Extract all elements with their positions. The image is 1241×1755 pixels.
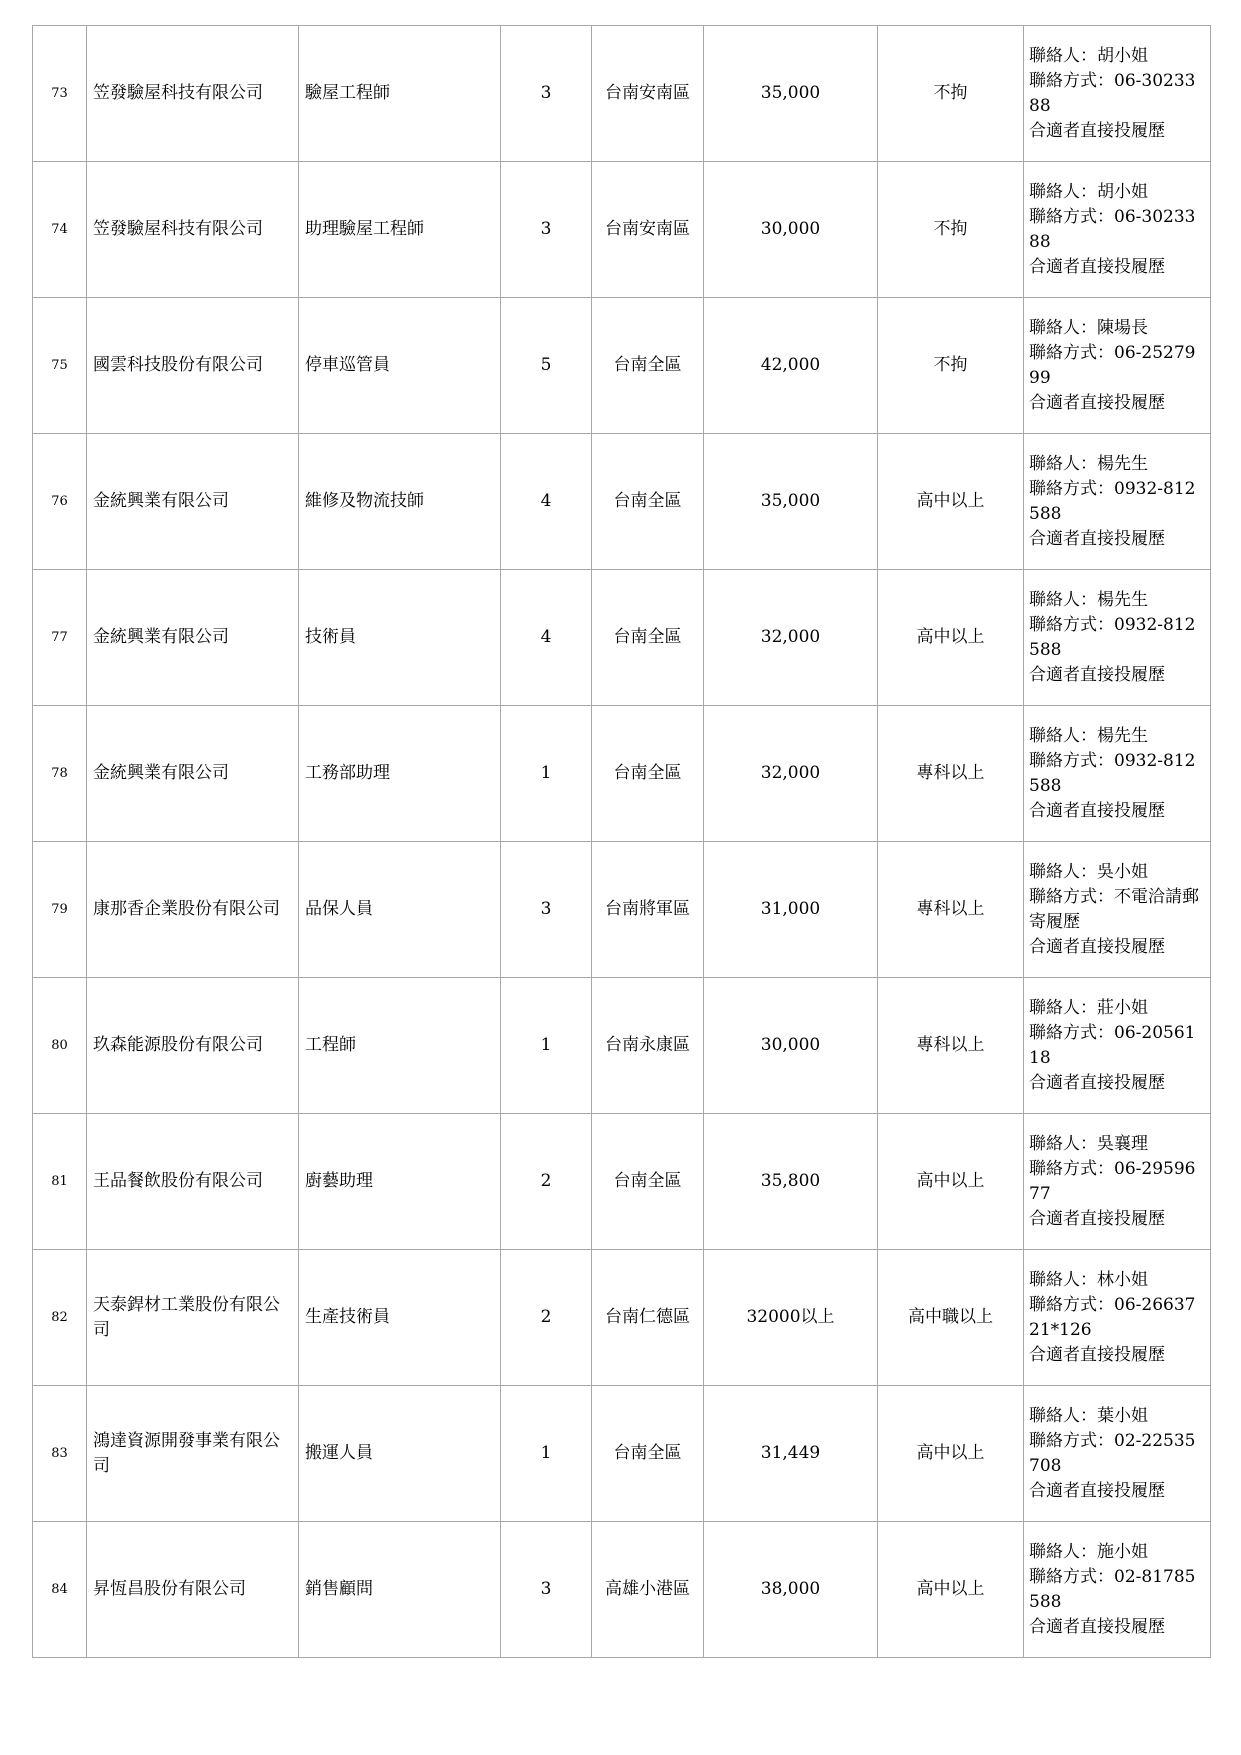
company-name: 康那香企業股份有限公司 — [87, 842, 299, 978]
contact-person: 聯絡人：胡小姐 — [1029, 181, 1148, 202]
table-row — [33, 26, 1211, 162]
salary: 35,000 — [704, 434, 878, 570]
education-requirement: 高中以上 — [878, 570, 1024, 706]
table-row — [33, 1250, 1211, 1386]
contact-method: 聯絡方式：06-2959677 — [1029, 1158, 1196, 1204]
contact-person: 聯絡人：吳襄理 — [1029, 1133, 1148, 1154]
education-requirement: 不拘 — [878, 26, 1024, 162]
contact-info — [1024, 842, 1211, 978]
row-number: 80 — [33, 978, 87, 1114]
work-location: 台南全區 — [592, 1114, 704, 1250]
table-row — [33, 1114, 1211, 1250]
job-title: 工程師 — [299, 978, 501, 1114]
apply-note: 合適者直接投履歷 — [1029, 256, 1165, 277]
company-name: 天泰銲材工業股份有限公司 — [87, 1250, 299, 1386]
work-location: 台南全區 — [592, 706, 704, 842]
education-requirement: 高中以上 — [878, 434, 1024, 570]
table-row — [33, 978, 1211, 1114]
education-requirement: 專科以上 — [878, 706, 1024, 842]
row-number: 74 — [33, 162, 87, 298]
job-title: 停車巡管員 — [299, 298, 501, 434]
contact-method: 聯絡方式：0932-812588 — [1029, 614, 1196, 660]
company-name: 國雲科技股份有限公司 — [87, 298, 299, 434]
work-location: 台南安南區 — [592, 162, 704, 298]
headcount: 4 — [501, 434, 592, 570]
table-row — [33, 570, 1211, 706]
company-name: 金統興業有限公司 — [87, 570, 299, 706]
contact-person: 聯絡人：吳小姐 — [1029, 861, 1148, 882]
contact-person: 聯絡人：林小姐 — [1029, 1269, 1148, 1290]
contact-info — [1024, 1114, 1211, 1250]
headcount: 3 — [501, 1522, 592, 1658]
apply-note: 合適者直接投履歷 — [1029, 936, 1165, 957]
row-number: 78 — [33, 706, 87, 842]
contact-info — [1024, 26, 1211, 162]
row-number: 84 — [33, 1522, 87, 1658]
apply-note: 合適者直接投履歷 — [1029, 1480, 1165, 1501]
contact-person: 聯絡人：楊先生 — [1029, 725, 1148, 746]
contact-person: 聯絡人：莊小姐 — [1029, 997, 1148, 1018]
company-name: 金統興業有限公司 — [87, 706, 299, 842]
contact-person: 聯絡人：葉小姐 — [1029, 1405, 1148, 1426]
job-title: 驗屋工程師 — [299, 26, 501, 162]
work-location: 台南全區 — [592, 434, 704, 570]
contact-method: 聯絡方式：06-2663721*126 — [1029, 1294, 1196, 1340]
work-location: 台南安南區 — [592, 26, 704, 162]
education-requirement: 高中職以上 — [878, 1250, 1024, 1386]
education-requirement: 不拘 — [878, 298, 1024, 434]
work-location: 台南將軍區 — [592, 842, 704, 978]
salary: 32,000 — [704, 570, 878, 706]
table-row — [33, 298, 1211, 434]
row-number: 73 — [33, 26, 87, 162]
contact-person: 聯絡人：楊先生 — [1029, 453, 1148, 474]
contact-info — [1024, 978, 1211, 1114]
contact-info — [1024, 434, 1211, 570]
contact-method: 聯絡方式：不電洽請郵寄履歷 — [1029, 886, 1199, 932]
job-table-body — [33, 26, 1211, 1658]
apply-note: 合適者直接投履歷 — [1029, 664, 1165, 685]
contact-info — [1024, 1250, 1211, 1386]
work-location: 台南全區 — [592, 570, 704, 706]
contact-info — [1024, 162, 1211, 298]
headcount: 3 — [501, 842, 592, 978]
contact-method: 聯絡方式：06-3023388 — [1029, 70, 1196, 116]
education-requirement: 不拘 — [878, 162, 1024, 298]
apply-note: 合適者直接投履歷 — [1029, 1208, 1165, 1229]
salary: 32000以上 — [704, 1250, 878, 1386]
contact-method: 聯絡方式：06-2527999 — [1029, 342, 1196, 388]
contact-person: 聯絡人：楊先生 — [1029, 589, 1148, 610]
table-row — [33, 706, 1211, 842]
apply-note: 合適者直接投履歷 — [1029, 800, 1165, 821]
work-location: 台南全區 — [592, 1386, 704, 1522]
row-number: 77 — [33, 570, 87, 706]
contact-person: 聯絡人：施小姐 — [1029, 1541, 1148, 1562]
salary: 31,000 — [704, 842, 878, 978]
salary: 30,000 — [704, 978, 878, 1114]
work-location: 高雄小港區 — [592, 1522, 704, 1658]
education-requirement: 高中以上 — [878, 1114, 1024, 1250]
contact-method: 聯絡方式：02-81785588 — [1029, 1566, 1196, 1612]
contact-method: 聯絡方式：0932-812588 — [1029, 478, 1196, 524]
row-number: 81 — [33, 1114, 87, 1250]
work-location: 台南仁德區 — [592, 1250, 704, 1386]
company-name: 鴻達資源開發事業有限公司 — [87, 1386, 299, 1522]
table-row — [33, 162, 1211, 298]
row-number: 79 — [33, 842, 87, 978]
headcount: 3 — [501, 162, 592, 298]
education-requirement: 高中以上 — [878, 1522, 1024, 1658]
row-number: 75 — [33, 298, 87, 434]
contact-info — [1024, 706, 1211, 842]
job-title: 生產技術員 — [299, 1250, 501, 1386]
apply-note: 合適者直接投履歷 — [1029, 1344, 1165, 1365]
contact-info — [1024, 1386, 1211, 1522]
row-number: 82 — [33, 1250, 87, 1386]
work-location: 台南全區 — [592, 298, 704, 434]
contact-method: 聯絡方式：06-3023388 — [1029, 206, 1196, 252]
row-number: 83 — [33, 1386, 87, 1522]
job-title: 銷售顧問 — [299, 1522, 501, 1658]
company-name: 玖森能源股份有限公司 — [87, 978, 299, 1114]
salary: 35,000 — [704, 26, 878, 162]
contact-method: 聯絡方式：02-22535708 — [1029, 1430, 1196, 1476]
education-requirement: 專科以上 — [878, 978, 1024, 1114]
company-name: 王品餐飲股份有限公司 — [87, 1114, 299, 1250]
apply-note: 合適者直接投履歷 — [1029, 1616, 1165, 1637]
headcount: 2 — [501, 1114, 592, 1250]
job-listing-table — [32, 25, 1211, 1658]
contact-info — [1024, 298, 1211, 434]
contact-person: 聯絡人：陳場長 — [1029, 317, 1148, 338]
headcount: 1 — [501, 1386, 592, 1522]
job-title: 品保人員 — [299, 842, 501, 978]
headcount: 1 — [501, 978, 592, 1114]
company-name: 笠發驗屋科技有限公司 — [87, 26, 299, 162]
contact-info — [1024, 1522, 1211, 1658]
table-row — [33, 842, 1211, 978]
row-number: 76 — [33, 434, 87, 570]
contact-method: 聯絡方式：06-2056118 — [1029, 1022, 1196, 1068]
table-row — [33, 1522, 1211, 1658]
job-title: 廚藝助理 — [299, 1114, 501, 1250]
apply-note: 合適者直接投履歷 — [1029, 120, 1165, 141]
contact-method: 聯絡方式：0932-812588 — [1029, 750, 1196, 796]
apply-note: 合適者直接投履歷 — [1029, 1072, 1165, 1093]
salary: 32,000 — [704, 706, 878, 842]
salary: 42,000 — [704, 298, 878, 434]
company-name: 笠發驗屋科技有限公司 — [87, 162, 299, 298]
apply-note: 合適者直接投履歷 — [1029, 528, 1165, 549]
contact-info — [1024, 570, 1211, 706]
contact-person: 聯絡人：胡小姐 — [1029, 45, 1148, 66]
headcount: 4 — [501, 570, 592, 706]
education-requirement: 高中以上 — [878, 1386, 1024, 1522]
job-title: 技術員 — [299, 570, 501, 706]
job-title: 工務部助理 — [299, 706, 501, 842]
job-title: 助理驗屋工程師 — [299, 162, 501, 298]
headcount: 3 — [501, 26, 592, 162]
headcount: 2 — [501, 1250, 592, 1386]
company-name: 金統興業有限公司 — [87, 434, 299, 570]
apply-note: 合適者直接投履歷 — [1029, 392, 1165, 413]
table-row — [33, 434, 1211, 570]
company-name: 昇恆昌股份有限公司 — [87, 1522, 299, 1658]
job-title: 搬運人員 — [299, 1386, 501, 1522]
salary: 31,449 — [704, 1386, 878, 1522]
headcount: 1 — [501, 706, 592, 842]
education-requirement: 專科以上 — [878, 842, 1024, 978]
job-title: 維修及物流技師 — [299, 434, 501, 570]
salary: 38,000 — [704, 1522, 878, 1658]
work-location: 台南永康區 — [592, 978, 704, 1114]
salary: 35,800 — [704, 1114, 878, 1250]
table-row — [33, 1386, 1211, 1522]
headcount: 5 — [501, 298, 592, 434]
salary: 30,000 — [704, 162, 878, 298]
